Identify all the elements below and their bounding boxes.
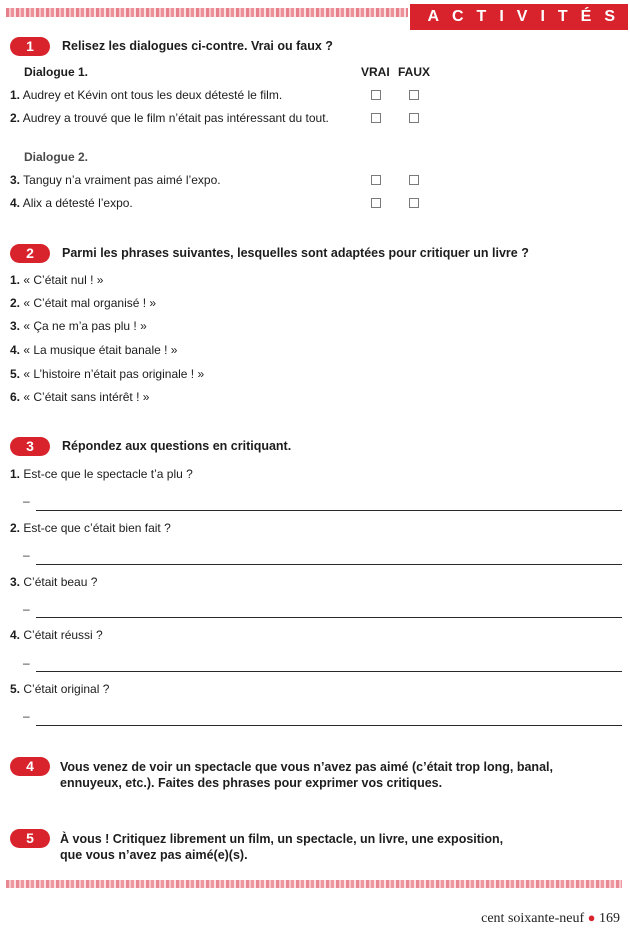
item-number: 1. <box>10 273 21 287</box>
exercise-3-instruction: Répondez aux questions en critiquant. <box>62 439 292 453</box>
item-number: 6. <box>10 390 21 404</box>
item-text: Alix a détesté l’expo. <box>22 196 133 210</box>
item-text: Audrey a trouvé que le film n’était pas intéressant du tout. <box>22 111 329 125</box>
item-number: 3. <box>10 575 21 589</box>
item-text: C’était réussi ? <box>23 628 103 642</box>
item-number: 1. <box>10 88 21 102</box>
item-text: « Ça ne m’a pas plu ! » <box>23 319 147 333</box>
ex1-item-2-faux-checkbox[interactable] <box>409 113 419 123</box>
decorative-bottom-strip <box>6 880 622 888</box>
item-number: 3. <box>10 173 21 187</box>
ex2-item-6 <box>10 390 149 405</box>
answer-dash: – <box>23 494 30 508</box>
decorative-top-strip <box>6 8 408 17</box>
ex1-item-2 <box>10 111 329 126</box>
page-number: 169 <box>599 911 620 926</box>
item-text: « L’histoire n’était pas originale ! » <box>23 367 205 381</box>
exercise-1-badge: 1 <box>10 37 50 56</box>
item-text: « La musique était banale ! » <box>23 343 178 357</box>
ex2-item-1 <box>10 273 103 288</box>
item-text: Tanguy n’a vraiment pas aimé l’expo. <box>23 173 221 187</box>
vrai-column-label: VRAI <box>361 65 390 79</box>
exercise-4-badge: 4 <box>10 757 50 776</box>
item-text: C’était original ? <box>23 682 110 696</box>
answer-dash: – <box>23 602 30 616</box>
item-number: 3. <box>10 319 21 333</box>
ex1-item-3 <box>10 173 221 188</box>
item-text: « C’était nul ! » <box>23 273 104 287</box>
exercise-2-badge: 2 <box>10 244 50 263</box>
answer-dash: – <box>23 548 30 562</box>
item-number: 4. <box>10 628 21 642</box>
item-text: « C’était mal organisé ! » <box>23 296 157 310</box>
item-number: 2. <box>10 111 21 125</box>
page-footer <box>481 910 620 927</box>
exercise-5-instruction-line-2: que vous n’avez pas aimé(e)(s). <box>60 848 248 862</box>
item-text: « C’était sans intérêt ! » <box>23 390 150 404</box>
ex1-item-3-vrai-checkbox[interactable] <box>371 175 381 185</box>
exercise-1-instruction: Relisez les dialogues ci-contre. Vrai ou faux ? <box>62 39 333 53</box>
ex3-question-5 <box>10 682 109 697</box>
item-text: Audrey et Kévin ont tous les deux détesté le film. <box>22 88 283 102</box>
answer-line-5[interactable] <box>36 725 622 726</box>
exercise-4-instruction-line-1: Vous venez de voir un spectacle que vous n’avez pas aimé (c’était trop long, banal, <box>60 760 553 774</box>
answer-dash: – <box>23 709 30 723</box>
exercise-3-badge: 3 <box>10 437 50 456</box>
item-number: 4. <box>10 343 21 357</box>
answer-line-2[interactable] <box>36 564 622 565</box>
answer-line-3[interactable] <box>36 617 622 618</box>
ex3-question-4 <box>10 628 103 643</box>
answer-line-4[interactable] <box>36 671 622 672</box>
exercise-4-instruction-line-2: ennuyeux, etc.). Faites des phrases pour exprimer vos critiques. <box>60 776 443 790</box>
exercise-5-badge: 5 <box>10 829 50 848</box>
ex3-question-2 <box>10 521 171 536</box>
answer-dash: – <box>23 656 30 670</box>
faux-column-label: FAUX <box>398 65 431 79</box>
ex1-item-4-faux-checkbox[interactable] <box>409 198 419 208</box>
ex2-item-2 <box>10 296 156 311</box>
item-number: 5. <box>10 682 21 696</box>
ex2-item-3 <box>10 319 147 334</box>
section-banner: ACTIVITÉS <box>410 4 628 30</box>
item-number: 4. <box>10 196 21 210</box>
answer-line-1[interactable] <box>36 510 622 511</box>
ex1-item-4-vrai-checkbox[interactable] <box>371 198 381 208</box>
ex2-item-5 <box>10 367 204 382</box>
dialogue-2-label: Dialogue 2. <box>24 150 89 164</box>
item-text: C’était beau ? <box>23 575 98 589</box>
ex2-item-4 <box>10 343 177 358</box>
page-number-words: cent soixante-neuf <box>481 911 585 926</box>
exercise-2-instruction: Parmi les phrases suivantes, lesquelles sont adaptées pour critiquer un livre ? <box>62 246 529 260</box>
item-number: 2. <box>10 521 21 535</box>
item-number: 5. <box>10 367 21 381</box>
item-number: 2. <box>10 296 21 310</box>
ex1-item-1 <box>10 88 282 103</box>
item-number: 1. <box>10 467 21 481</box>
item-text: Est-ce que le spectacle t’a plu ? <box>23 467 193 481</box>
item-text: Est-ce que c’était bien fait ? <box>23 521 171 535</box>
ex3-question-3 <box>10 575 97 590</box>
bullet-icon: ● <box>587 910 596 925</box>
ex3-question-1 <box>10 467 193 482</box>
exercise-5-instruction-line-1: À vous ! Critiquez librement un film, un spectacle, un livre, une exposition, <box>60 832 504 846</box>
ex1-item-1-faux-checkbox[interactable] <box>409 90 419 100</box>
ex1-item-1-vrai-checkbox[interactable] <box>371 90 381 100</box>
dialogue-1-label: Dialogue 1. <box>24 65 89 79</box>
ex1-item-4 <box>10 196 133 211</box>
ex1-item-3-faux-checkbox[interactable] <box>409 175 419 185</box>
ex1-item-2-vrai-checkbox[interactable] <box>371 113 381 123</box>
